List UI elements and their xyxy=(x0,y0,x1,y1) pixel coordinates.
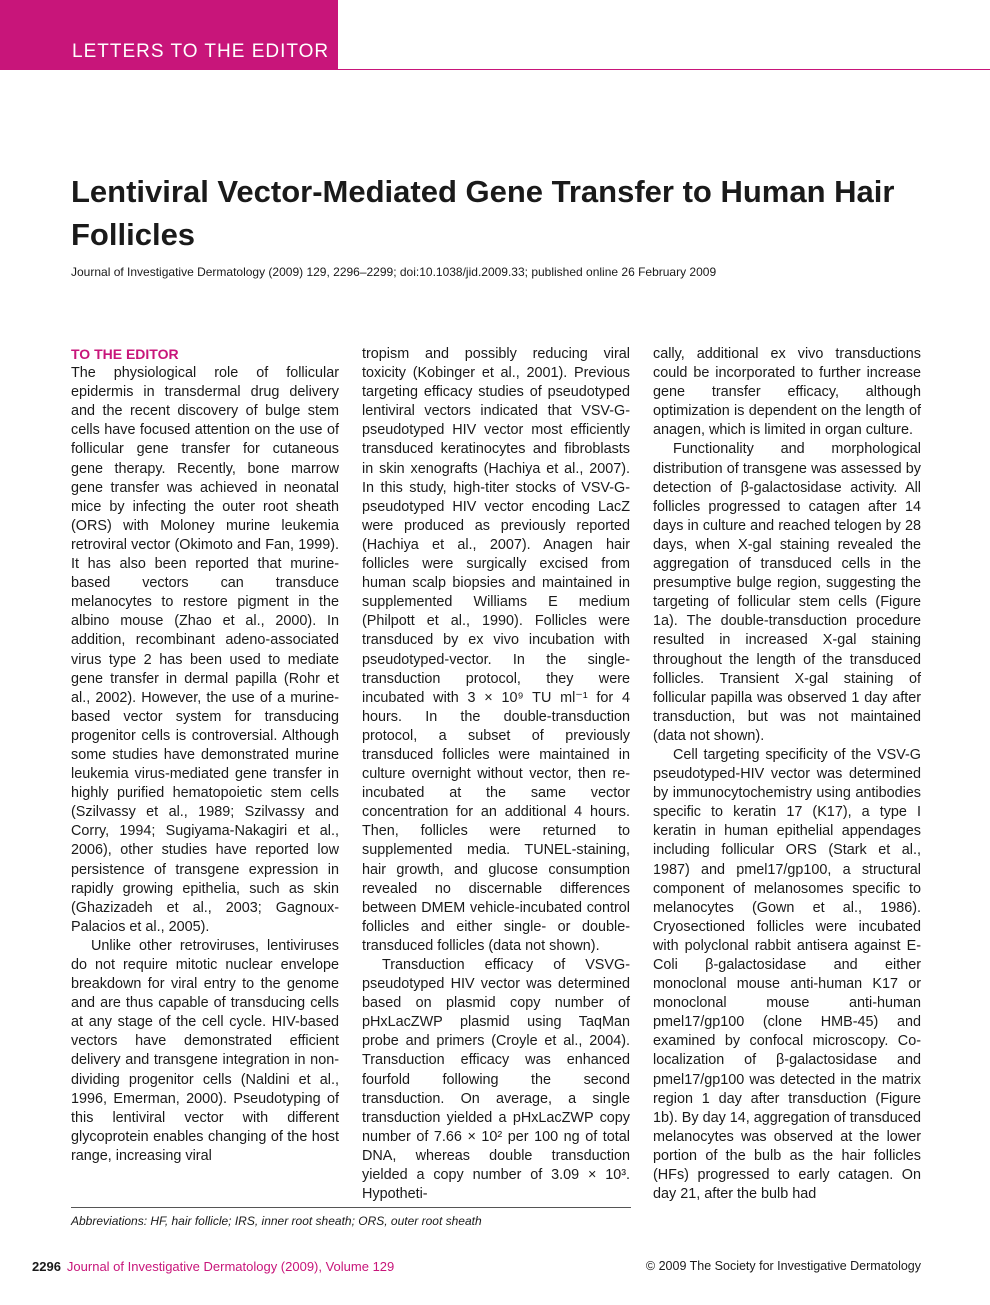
section-label: LETTERS TO THE EDITOR xyxy=(72,41,330,62)
paragraph: cally, additional ex vivo transductions could be incorporated to further increase gene transfer efficacy, although optimization is dependent on the length of anagen, which is limited in organ culture. xyxy=(653,346,921,439)
paragraph: Unlike other retroviruses, lentiviruses do not require mitotic nuclear envelope breakdown for viral entry to the genome and are thus capable of transducing cells at any stage of the cell cycle. HIV-based vectors have demonstrated efficient delivery and transgene integration in non-dividing progenitor cells (Naldini et al., 1996, Emerman, 2000). Pseudotyping of this lentiviral vector with different glycoprotein enables changing of the host range, increasing viral xyxy=(71,937,339,1164)
footer-journal: Journal of Investigative Dermatology (2009), Volume 129 xyxy=(66,1259,395,1274)
footnote-rule xyxy=(71,1207,631,1208)
abbreviations-footnote: Abbreviations: HF, hair follicle; IRS, inner root sheath; ORS, outer root sheath xyxy=(71,1214,482,1228)
citation-line: Journal of Investigative Dermatology (2009) 129, 2296–2299; doi:10.1038/jid.2009.33; published online 26 February 2009 xyxy=(71,265,717,279)
paragraph: Cell targeting specificity of the VSV-G pseudotyped-HIV vector was determined by immunocytochemistry using antibodies specific to keratin 17 (K17), a type I keratin in human epithelial appendages including follicular ORS (Stark et al., 1987) and pmel17/gp100, a structural component of melanosomes specific to melanocytes (Gown et al., 1986). Cryosectioned follicles were incubated with polyclonal rabbit antisera against E-Coli β-galactosidase and either monoclonal mouse anti-human K17 or monoclonal mouse anti-human pmel17/gp100 (clone HMB-45) and examined by confocal microscopy. Co-localization of β-galactosidase and pmel17/gp100 was detected in the matrix region 1 day after transduction (Figure 1b). By day 14, aggregation of transduced melanocytes was observed at the lower portion of the bulb as the hair follicles (HFs) progressed to early catagen. On day 21, after the bulb had xyxy=(653,746,922,1203)
section-heading: TO THE EDITOR xyxy=(71,346,179,362)
paragraph: Transduction efficacy of VSVG-pseudotyped HIV vector was determined based on plasmid copy number of pHxLacZWP plasmid using TaqMan probe and primers (Croyle et al., 2004). Transduction efficacy was enhanced fourfold following the second transduction. On average, a single transduction yielded a pHxLacZWP copy number of 7.66 × 10² per 100 ng of total DNA, whereas double transduction yielded a copy number of 3.09 × 10³. Hypotheti- xyxy=(362,957,630,1203)
section-banner xyxy=(0,0,338,70)
column-1 xyxy=(71,345,339,1166)
header-rule xyxy=(338,69,990,70)
paragraph: Functionality and morphological distribution of transgene was assessed by detection of β-galactosidase activity. All follicles progressed to catagen after 14 days in culture and reached telogen by 28 days, when X-gal staining revealed the aggregation of transduced cells in the presumptive bulge region, suggesting the targeting of follicular stem cells (Figure 1a). The double-transduction procedure resulted in increased X-gal staining throughout the length of the transduced follicles. Transient X-gal staining of follicular papilla was observed 1 day after transduction, but was not maintained (data not shown). xyxy=(653,441,921,744)
paragraph: The physiological role of follicular epidermis in transdermal drug delivery and the recent discovery of bulge stem cells have focused attention on the use of follicular gene transfer for cutaneous gene therapy. Recently, bone marrow gene transfer was achieved in neonatal mice by infecting the outer root sheath (ORS) with Moloney murine leukemia retroviral vector (Okimoto and Fan, 1999). It has also been reported that murine-based vectors can transduce melanocytes to restore pigment in the albino mouse (Zhao et al., 2000). In addition, recombinant adeno-associated virus type 2 has been used to mediate gene transfer in dermal papilla (Rohr et al., 2002). However, the use of a murine-based vector system for transducing progenitor cells is controversial. Although some studies have demonstrated murine leukemia virus-mediated gene transfer in highly purified hematopoietic stem cells (Szilvassy et al., 1989; Szilvassy and Corry, 1994; Sugiyama-Nakagiri et al., 2006), other studies have reported low persistence of transgene expression in rapidly growing epithelia, such as skin (Ghazizadeh et al., 2003; Gagnoux-Palacios et al., 2005). xyxy=(71,365,339,935)
footer-copyright: © 2009 The Society for Investigative Dermatology xyxy=(645,1259,921,1273)
article-title: Lentiviral Vector-Mediated Gene Transfer to Human Hair Follicles xyxy=(71,174,895,252)
page-number: 2296 xyxy=(32,1259,61,1274)
column-3 xyxy=(653,345,921,1204)
paragraph: tropism and possibly reducing viral toxicity (Kobinger et al., 2001). Previous targeting efficacy studies of pseudotyped lentiviral vectors indicated that VSV-G-pseudotyped HIV vector most efficiently transduced keratinocytes and fibroblasts in skin xenografts (Hachiya et al., 2007). In this study, high-titer stocks of VSV-G-pseudotyped HIV vector encoding LacZ were produced as previously reported (Hachiya et al., 2007). Anagen hair follicles were surgically excised from human scalp biopsies and maintained in supplemented Williams E medium (Philpott et al., 1990). Follicles were transduced by ex vivo incubation with pseudotyped-vector. In the single-transduction protocol, they were incubated with 3 × 10⁹ TU ml⁻¹ for 4 hours. In the double-transduction protocol, a subset of previously transduced follicles were maintained in culture overnight without vector, then re-incubated at the same vector concentration for an additional 4 hours. Then, follicles were returned to supplemented media. TUNEL-staining, hair growth, and glucose consumption revealed no discernable differences between DMEM vehicle-incubated control follicles and either single- or double-transduced follicles (data not shown). xyxy=(362,346,630,954)
footer-left xyxy=(32,1259,394,1274)
column-2 xyxy=(362,345,630,1204)
